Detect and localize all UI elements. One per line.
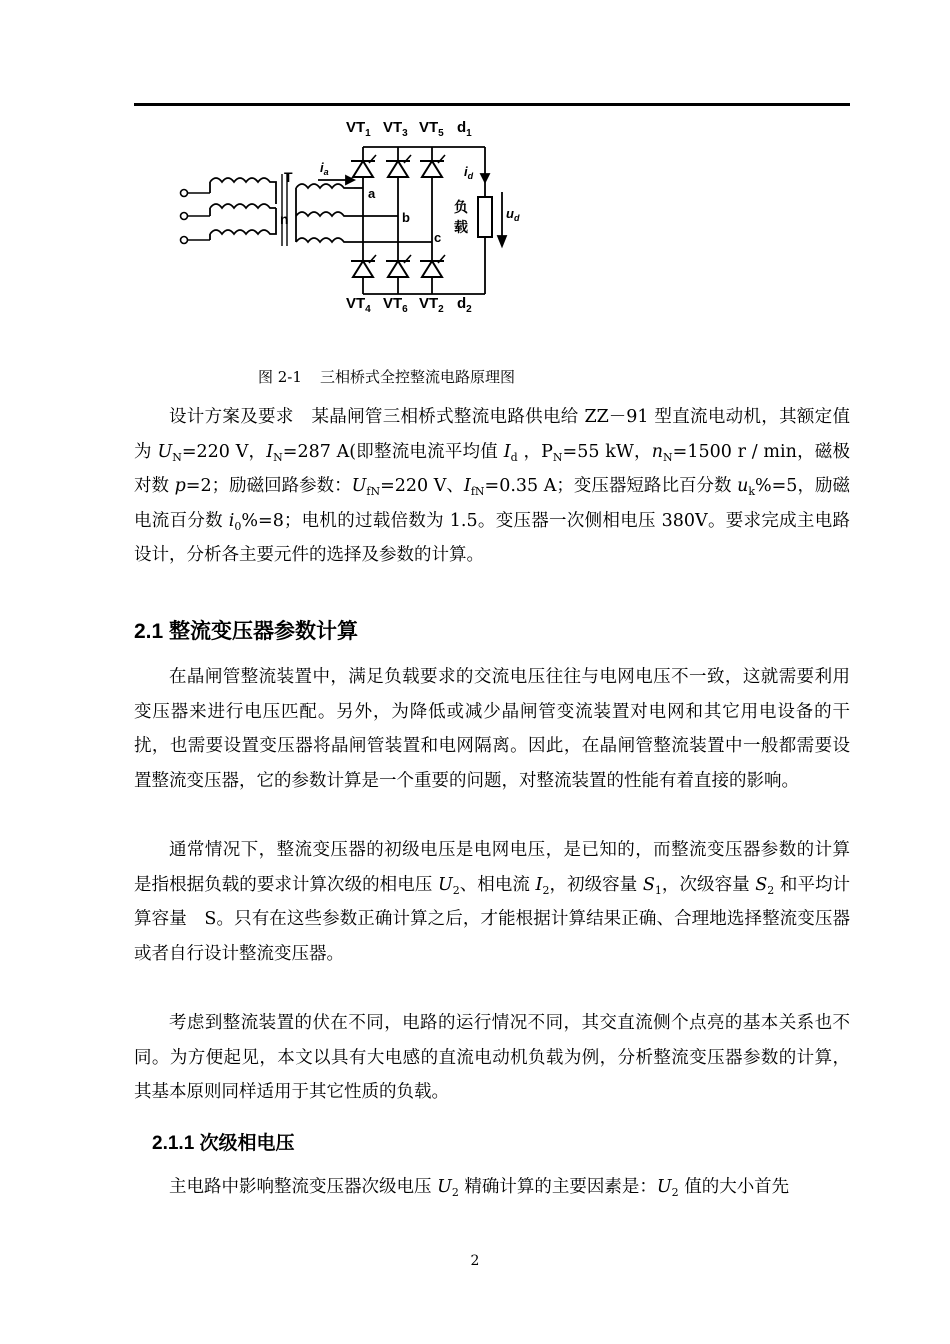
figure-caption	[258, 366, 515, 387]
label-id: i	[464, 164, 468, 179]
svg-text:d1: $d_1$	[457, 119, 472, 139]
label-ia: i	[320, 160, 324, 175]
label-c: c	[434, 230, 442, 245]
svg-text:id: $i_d$	[464, 164, 474, 181]
svg-text:VT6: $VT_6$	[383, 295, 408, 315]
label-T: T	[284, 169, 293, 185]
svg-text:VT5: $VT_5$	[419, 119, 444, 139]
paragraph-requirements: 设计方案及要求 某晶闸管三相桥式整流电路供电给 ZZ－91 型直流电动机，其额定值为 $U_N=220$ V，$I_N=287$ A(即整流电流平均值 $I_d$ ，$P_N=55$ kW，$n_N=1500$ r / min，磁极对数 p=2；励磁回路参数：$U_{fN}=220$ V、$I_{fN}=0.35$ A；变压器短路比百分数 $u_k\%=5$，励磁电流百分数 $i_0\%=8$；电机的过载倍数为 1.5。变压器一次侧相电压 380V。要求完成主电路设计，分析各主要元件的选择及参数的计算。	[134, 407, 850, 566]
paragraph-transformer-params: 通常情况下，整流变压器的初级电压是电网电压，是已知的，而整流变压器参数的计算是指根据负载的要求计算次级的相电压 $U_2$、相电流 $I_2$，初级容量 $S_1$，次级容量 $S_2$ 和平均计算容量 S。只有在这些参数正确计算之后，才能根据计算结果正确、合理地选择整流变压器或者自行设计整流变压器。	[134, 840, 851, 964]
paragraph-transformer-intro: 在晶闸管整流装置中，满足负载要求的交流电压往往与电网电压不一致，这就需要利用变压器来进行电压匹配。另外，为降低或减少晶闸管变流装置对电网和其它用电设备的干扰，也需要设置变压器将晶闸管装置和电网隔离。因此，在晶闸管整流装置中一般都需要设置整流变压器，它的参数计算是一个重要的问题，对整流装置的性能有着直接的影响。	[134, 667, 850, 791]
load-resistor	[478, 197, 492, 237]
section-heading-2-1-1: 2.1.1 次级相电压	[152, 1133, 295, 1154]
circuit-diagram	[170, 112, 530, 332]
label-a: a	[368, 186, 376, 201]
paragraph-secondary-voltage: 主电路中影响整流变压器次级电压 $U_2$ 精确计算的主要因素是：$U_2$ 值的大小首先	[169, 1177, 790, 1199]
svg-text:ud: $u_d$	[506, 206, 520, 223]
label-load-1: 负	[454, 199, 468, 215]
page-number: 2	[470, 1253, 480, 1269]
primary-windings	[210, 178, 276, 240]
label-load-2: 载	[454, 219, 468, 235]
section-heading-2-1: 2.1 整流变压器参数计算	[134, 620, 359, 643]
label-ud: u	[506, 206, 514, 221]
svg-text:VT3: $VT_3$	[383, 119, 408, 139]
label-d1: d	[457, 119, 467, 136]
caption-number: 图 2-1	[258, 368, 302, 386]
svg-text:VT1: $VT_1$	[346, 119, 371, 139]
label-vt4: VT	[346, 295, 366, 312]
svg-text:VT4: $VT_4$	[346, 295, 371, 315]
primary-terminals	[181, 190, 211, 244]
secondary-windings	[296, 184, 354, 242]
label-n: n	[280, 211, 289, 227]
paragraph-load-considerations: 考虑到整流装置的伏在不同，电路的运行情况不同，其交直流侧个点亮的基本关系也不同。为方便起见，本文以具有大电感的直流电动机负载为例，分析整流变压器参数的计算，其基本原则同样适用于其它性质的负载。	[134, 1013, 850, 1103]
svg-text:d2: $d_2$	[457, 295, 472, 315]
svg-text:ia: $i_a$	[320, 160, 329, 177]
label-vt1: VT	[346, 119, 366, 136]
label-vt2: VT	[419, 295, 439, 312]
label-vt3: VT	[383, 119, 403, 136]
label-vt5: VT	[419, 119, 439, 136]
caption-text: 三相桥式全控整流电路原理图	[319, 368, 515, 386]
label-d2: d	[457, 295, 467, 312]
label-vt6: VT	[383, 295, 403, 312]
label-b: b	[402, 210, 410, 225]
svg-text:VT2: $VT_2$	[419, 295, 444, 315]
header-rule	[134, 103, 850, 106]
